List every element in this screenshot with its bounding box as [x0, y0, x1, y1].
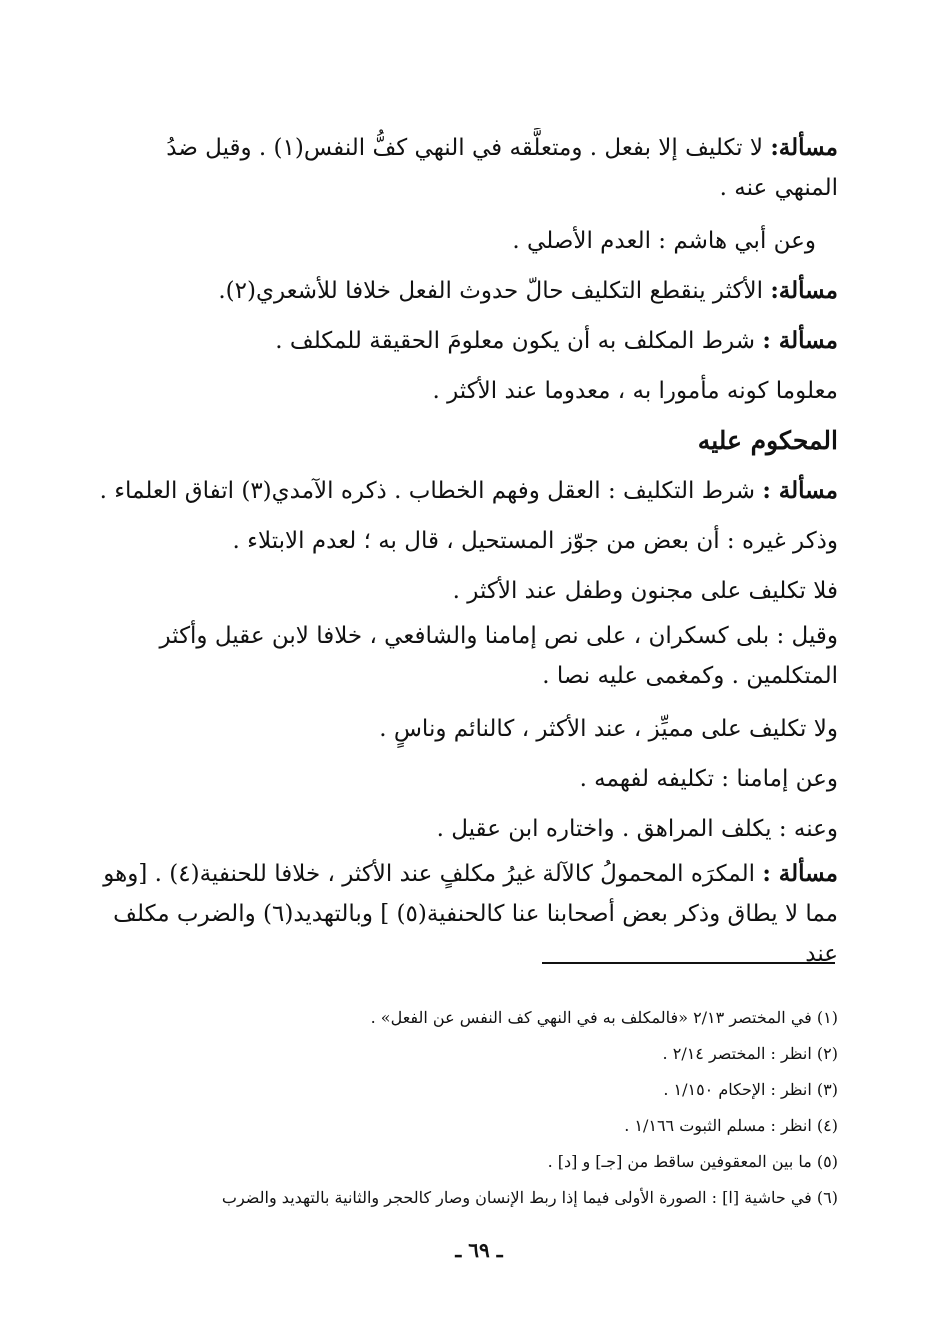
paragraph-14 — [100, 854, 838, 974]
footnote-4: (٤) انظر : مسلم الثبوت ١/١٦٦ . — [624, 1116, 838, 1135]
paragraph-5 — [100, 366, 838, 416]
paragraph-4 — [100, 316, 838, 366]
mas-ala-term: مسألة: — [770, 134, 838, 161]
page-number: ـ ٦٩ ـ — [455, 1238, 503, 1262]
paragraph-text: وذكر غيره : أن بعض من جوّز المستحيل ، قال به ؛ لعدم الابتلاء . — [232, 528, 838, 554]
paragraph-text: وعن إمامنا : تكليفه لفهمه . — [579, 766, 838, 792]
footnote-1: (١) في المختصر ٢/١٣ «فالمكلف به في النهي كف النفس عن الفعل» . — [370, 1008, 838, 1027]
paragraph-9 — [100, 566, 838, 616]
footnote-separator — [542, 962, 835, 964]
paragraph-text: ولا تكليف على مميِّز ، عند الأكثر ، كالنائم وناسٍ . — [379, 716, 838, 742]
paragraph-text: وعنه : يكلف المراهق . واختاره ابن عقيل . — [436, 816, 838, 842]
paragraph-text: المكرَه المحمولُ كالآلة غيرُ مكلفٍ عند الأكثر ، خلافا للحنفية(٤) . [وهو مما لا يطاق وذكر بعض أصحابنا عنا كالحنفية(٥) ] وبالتهديد(٦) والضرب مكلف عند — [103, 861, 838, 967]
section-heading — [100, 416, 838, 466]
paragraph-7 — [100, 466, 838, 516]
paragraph-text: فلا تكليف على مجنون وطفل عند الأكثر . — [452, 578, 838, 604]
footnote-2: (٢) انظر : المختصر ٢/١٤ . — [662, 1044, 838, 1063]
footnote-6: (٦) في حاشية [ا] : الصورة الأولى فيما إذا ربط الإنسان وصار كالحجر والثانية بالتهديد والضرب — [221, 1188, 838, 1207]
paragraph-text: وعن أبي هاشم : العدم الأصلي . — [512, 228, 816, 254]
paragraph-8 — [100, 516, 838, 566]
paragraph-1 — [100, 128, 838, 208]
paragraph-3 — [100, 266, 838, 316]
mas-ala-term: مسألة : — [762, 327, 838, 354]
heading-text: المحكوم عليه — [697, 426, 838, 455]
mas-ala-term: مسألة : — [762, 860, 838, 887]
paragraph-2 — [100, 216, 838, 266]
mas-ala-term: مسألة : — [762, 477, 838, 504]
footnote-3: (٣) انظر : الإحكام ١/١٥٠ . — [663, 1080, 838, 1099]
paragraph-text: الأكثر ينقطع التكليف حالّ حدوث الفعل خلافا للأشعري(٢). — [218, 278, 771, 304]
footnote-5: (٥) ما بين المعقوفين ساقط من [جـ] و [د] . — [547, 1152, 838, 1171]
mas-ala-term: مسألة: — [770, 277, 838, 304]
footnotes — [138, 1000, 838, 1216]
main-text — [100, 128, 838, 982]
paragraph-text: شرط التكليف : العقل وفهم الخطاب . ذكره الآمدي(٣) اتفاق العلماء . — [100, 478, 763, 504]
paragraph-12 — [100, 754, 838, 804]
paragraph-13 — [100, 804, 838, 854]
paragraph-text: وقيل : بلى كسكران ، على نص إمامنا والشافعي ، خلافا لابن عقيل وأكثر المتكلمين . وكمغمى عليه نصا . — [159, 623, 838, 689]
paragraph-10 — [100, 616, 838, 696]
paragraph-11 — [100, 704, 838, 754]
paragraph-text: لا تكليف إلا بفعل . ومتعلَّقه في النهي كفُّ النفس(١) . وقيل ضدُ المنهي عنه . — [166, 135, 838, 201]
paragraph-text: معلوما كونه مأمورا به ، معدوما عند الأكثر . — [432, 378, 838, 404]
paragraph-text: شرط المكلف به أن يكون معلومَ الحقيقة للمكلف . — [275, 328, 763, 354]
